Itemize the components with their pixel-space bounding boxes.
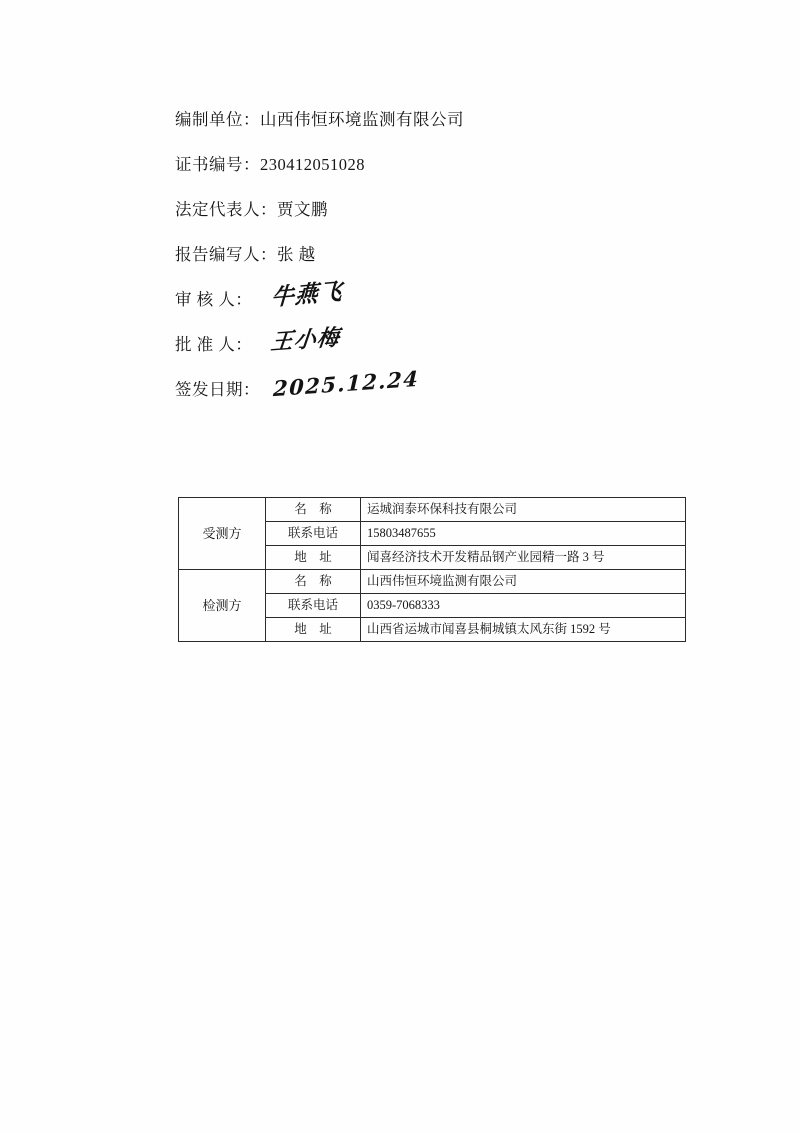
info-label-legal-representative: 法定代表人： xyxy=(175,200,277,219)
tester-name-value: 山西伟恒环境监测有限公司 xyxy=(361,570,686,594)
info-value-report-writer: 张 越 xyxy=(277,245,316,264)
client-phone-value: 15803487655 xyxy=(361,522,686,546)
reviewer-signature: 牛燕飞 xyxy=(270,277,344,312)
tester-phone-value: 0359-7068333 xyxy=(361,594,686,618)
info-row-reviewer xyxy=(175,277,695,331)
info-label-issue-date: 签发日期： xyxy=(175,380,260,399)
party-label-client: 受测方 xyxy=(179,498,266,570)
field-label-name-tester: 名 称 xyxy=(266,570,361,594)
info-row-report-writer xyxy=(175,241,695,286)
info-value-legal-representative: 贾文鹏 xyxy=(277,200,328,219)
contact-table xyxy=(178,497,686,642)
info-label-compiler: 编制单位： xyxy=(175,110,260,129)
tester-address-value: 山西省运城市闻喜县桐城镇太风东街 1592 号 xyxy=(361,618,686,642)
approver-signature: 王小梅 xyxy=(269,324,342,356)
info-value-certificate: 230412051028 xyxy=(260,155,365,174)
field-label-address: 地 址 xyxy=(266,546,361,570)
info-row-certificate xyxy=(175,151,695,196)
client-address-value: 闻喜经济技术开发精品钢产业园精一路 3 号 xyxy=(361,546,686,570)
info-label-certificate: 证书编号： xyxy=(175,155,260,174)
table-row xyxy=(179,498,686,522)
info-row-compiler xyxy=(175,106,695,151)
info-row-approver xyxy=(175,324,695,376)
field-label-phone: 联系电话 xyxy=(266,522,361,546)
party-label-tester: 检测方 xyxy=(179,570,266,642)
field-label-address-tester: 地 址 xyxy=(266,618,361,642)
field-label-phone-tester: 联系电话 xyxy=(266,594,361,618)
info-label-approver: 批 准 人： xyxy=(175,335,253,354)
issue-date-handwritten: 2025.12.24 xyxy=(272,365,420,402)
info-label-report-writer: 报告编写人： xyxy=(175,245,277,264)
field-label-name: 名 称 xyxy=(266,498,361,522)
client-name-value: 运城润泰环保科技有限公司 xyxy=(361,498,686,522)
info-value-compiler: 山西伟恒环境监测有限公司 xyxy=(260,110,464,129)
info-row-legal-representative xyxy=(175,196,695,241)
info-label-reviewer: 审 核 人： xyxy=(175,290,253,309)
report-info-block xyxy=(175,106,695,421)
info-row-issue-date xyxy=(175,365,695,421)
table-row xyxy=(179,570,686,594)
